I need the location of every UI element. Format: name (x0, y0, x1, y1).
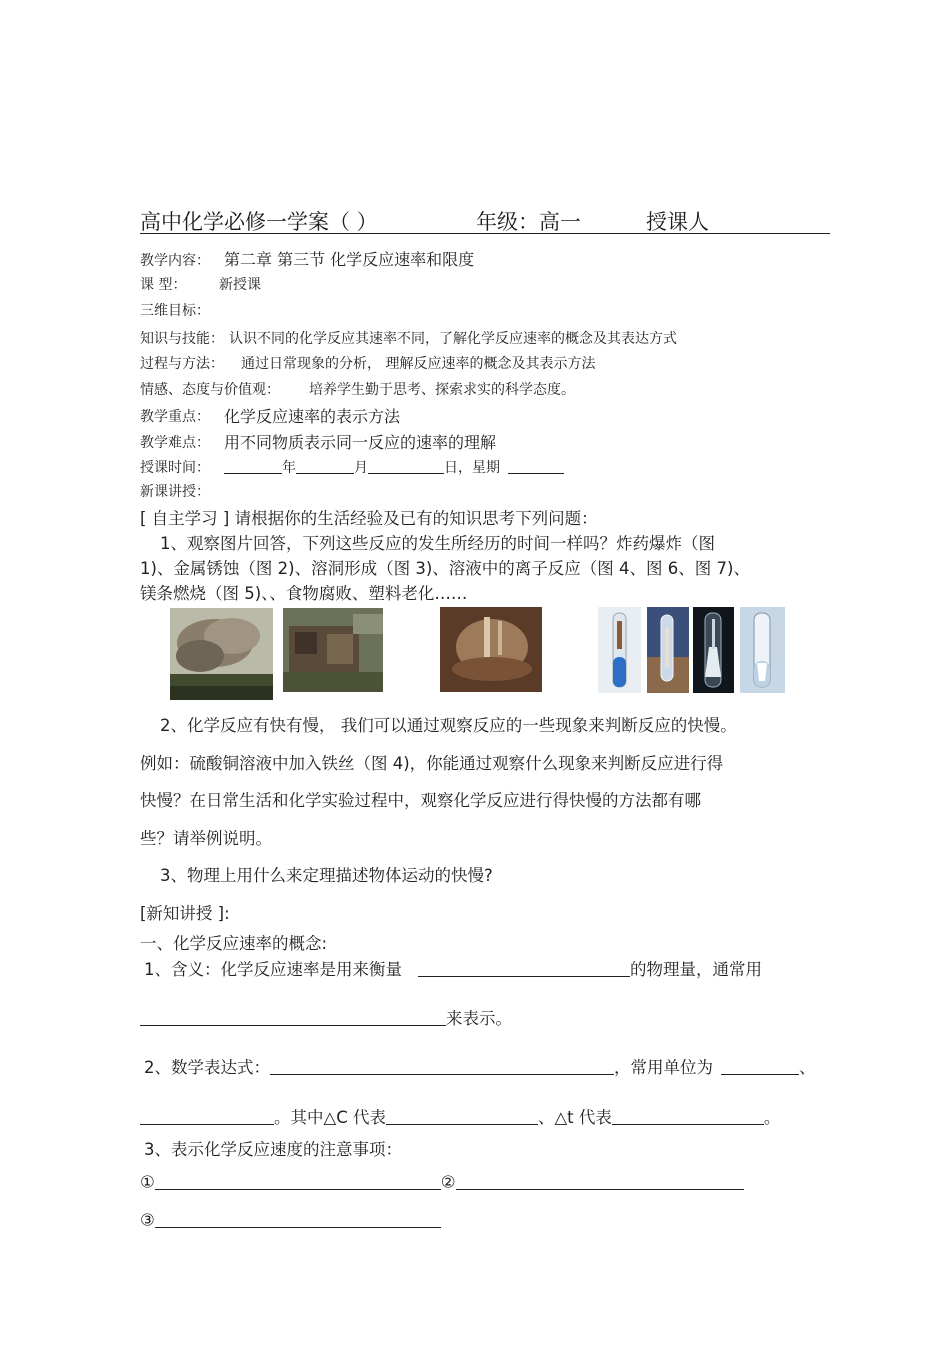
item-1-quantity-text: 的物理量，通常用 (630, 960, 762, 979)
item-2-separator: 、 (799, 1058, 816, 1077)
note-1-blank[interactable] (155, 1172, 441, 1190)
delta-t-blank[interactable] (612, 1108, 764, 1126)
explosion-photo (170, 608, 273, 700)
type-value: 新授课 (219, 277, 261, 293)
item-3-heading: 3、表示化学反应速度的注意事项： (144, 1140, 402, 1159)
title-underline (140, 233, 830, 234)
knowledge-label: 知识与技能： (140, 331, 224, 347)
content-label: 教学内容： (140, 253, 210, 269)
knowledge-value: 认识不同的化学反应其速率不同，了解化学反应速率的概念及其表达方式 (229, 331, 677, 347)
section-1-heading: 一、化学反应速率的概念: (140, 934, 328, 953)
question-1-line-2: 1)、金属锈蚀（图 2)、溶洞形成（图 3)、溶液中的离子反应（图 4、图 6、图 7)、 (140, 559, 750, 578)
notes-row-1 (140, 1172, 744, 1192)
item-1-row (144, 956, 762, 980)
year-label: 年 (282, 460, 296, 476)
notes-row-2 (140, 1210, 441, 1230)
rusted-metal-photo (283, 608, 383, 692)
note-3-marker: ③ (140, 1210, 155, 1230)
question-2-line-1: 2、化学反应有快有慢， 我们可以通过观察反应的一些现象来判断反应的快慢。 (160, 716, 737, 735)
expressed-by-blank[interactable] (140, 1009, 446, 1027)
new-lesson-heading: [新知讲授 ]: (140, 904, 230, 923)
question-2-line-3: 快慢？在日常生活和化学实验过程中，观察化学反应进行得快慢的方法都有哪 (140, 791, 701, 810)
question-3: 3、物理上用什么来定理描述物体运动的快慢? (160, 866, 493, 885)
difficult-label: 教学难点： (140, 435, 210, 451)
item-2-end: 。 (763, 1108, 781, 1127)
month-label: 月 (354, 460, 368, 476)
item-2-continue-row (140, 1104, 780, 1128)
question-2-line-2: 例如：硫酸铜溶液中加入铁丝（图 4)，你能通过观察什么现象来判断反应进行得 (140, 754, 724, 773)
worksheet-title: 高中化学必修一学案（ ） (140, 210, 378, 234)
weekday-blank[interactable] (508, 459, 564, 474)
delta-c-text: 。其中△C 代表 (274, 1108, 386, 1127)
item-1-continue-row (140, 1005, 512, 1029)
note-3-blank[interactable] (155, 1210, 441, 1228)
process-label: 过程与方法： (140, 356, 224, 372)
delta-t-text: 、△t 代表 (537, 1108, 612, 1127)
month-blank[interactable] (296, 459, 354, 474)
question-1-line-3: 镁条燃烧（图 5)、、食物腐败、塑料老化…… (140, 584, 468, 603)
note-2-blank[interactable] (456, 1172, 744, 1190)
question-2-line-4: 些？请举例说明。 (140, 829, 272, 848)
content-value: 第二章 第三节 化学反应速率和限度 (224, 250, 475, 269)
grade-label: 年级：高一 (476, 210, 581, 234)
item-2-expression-text: 2、数学表达式： (144, 1058, 270, 1077)
emotion-label: 情感、态度与价值观： (140, 382, 280, 398)
day-weekday-label: 日，星期 (444, 460, 500, 476)
key-label: 教学重点： (140, 409, 210, 425)
type-label: 课 型： (140, 277, 187, 293)
emotion-value: 培养学生勤于思考、探索求实的科学态度。 (309, 382, 575, 398)
test-tube-photo-4 (740, 607, 785, 693)
test-tube-photo-3 (693, 607, 734, 693)
teacher-label: 授课人 (646, 210, 709, 234)
test-tube-photo-2 (647, 607, 689, 693)
key-value: 化学反应速率的表示方法 (224, 407, 401, 426)
expression-blank[interactable] (270, 1058, 614, 1076)
item-2-unit-text: ，常用单位为 (614, 1058, 713, 1077)
item-1-tail-text: 来表示。 (446, 1009, 512, 1028)
difficult-value: 用不同物质表示同一反应的速率的理解 (224, 433, 497, 452)
time-label: 授课时间： (140, 460, 210, 476)
delta-c-blank[interactable] (386, 1108, 538, 1126)
note-2-marker: ② (440, 1172, 456, 1192)
unit-blank-2[interactable] (140, 1108, 274, 1126)
unit-blank-1[interactable] (721, 1058, 799, 1076)
new-lesson-label: 新课讲授： (140, 484, 210, 500)
process-value: 通过日常现象的分析， 理解反应速率的概念及其表示方法 (241, 356, 596, 372)
question-1-line-1: 1、观察图片回答，下列这些反应的发生所经历的时间一样吗？炸药爆炸（图 (160, 534, 715, 553)
day-blank[interactable] (368, 459, 444, 474)
cave-photo (440, 607, 542, 692)
measure-blank[interactable] (418, 960, 630, 978)
item-1-meaning-text: 1、含义：化学反应速率是用来衡量 (144, 960, 402, 979)
item-2-row (144, 1054, 816, 1078)
note-1-marker: ① (140, 1172, 155, 1192)
goals-label: 三维目标： (140, 303, 210, 319)
year-blank[interactable] (224, 459, 282, 474)
test-tube-photo-1 (598, 607, 641, 693)
time-row (224, 457, 564, 477)
self-study-heading: [ 自主学习 ] 请根据你的生活经验及已有的知识思考下列问题： (140, 509, 598, 528)
